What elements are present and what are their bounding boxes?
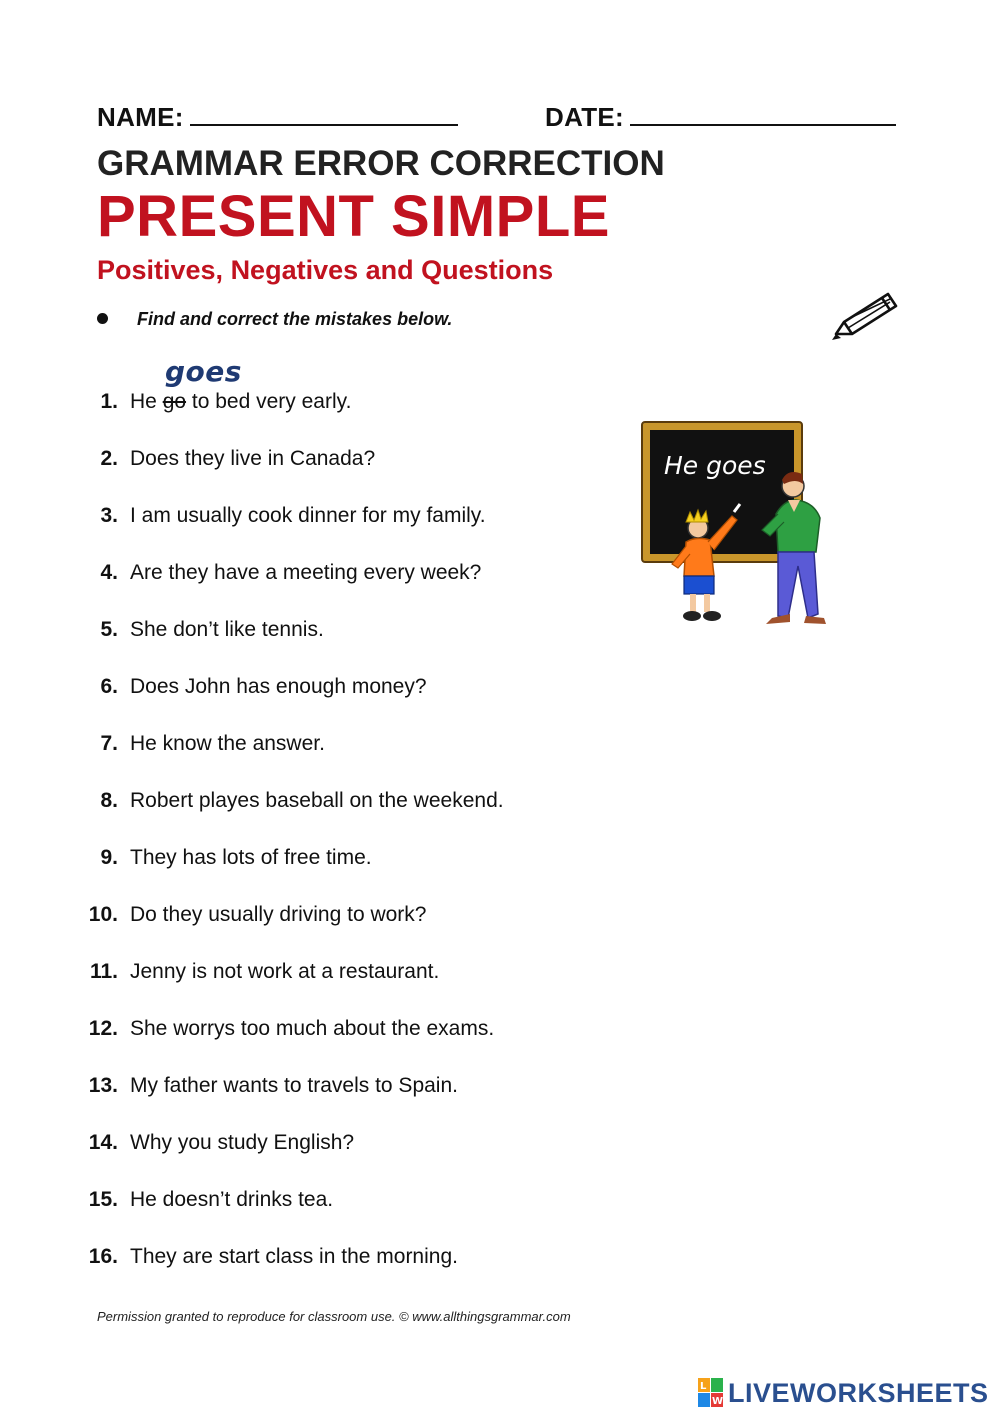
question-number: 1. <box>100 390 118 413</box>
question-text: My father wants to travels to Spain. <box>130 1074 458 1097</box>
question-number: 9. <box>100 846 118 869</box>
question-5[interactable] <box>0 618 324 650</box>
question-10[interactable] <box>0 903 426 935</box>
question-text-start: He <box>130 390 163 413</box>
worksheet-title: GRAMMAR ERROR CORRECTION <box>97 144 665 183</box>
subtitle: Positives, Negatives and Questions <box>97 255 554 285</box>
question-text: He know the answer. <box>130 732 325 755</box>
question-text: They has lots of free time. <box>130 846 372 869</box>
question-number: 15. <box>88 1188 118 1211</box>
question-7[interactable] <box>0 732 325 764</box>
question-text: Do they usually driving to work? <box>130 903 427 926</box>
question-15[interactable] <box>0 1188 333 1220</box>
question-14[interactable] <box>0 1131 354 1163</box>
question-text: Are they have a meeting every week? <box>130 561 482 584</box>
pencil-icon <box>830 286 902 344</box>
question-text: I am usually cook dinner for my family. <box>130 504 486 527</box>
question-text: Does John has enough money? <box>130 675 427 698</box>
date-label: DATE: <box>545 102 625 132</box>
question-16[interactable] <box>0 1245 458 1277</box>
question-text: Robert playes baseball on the weekend. <box>130 789 504 812</box>
question-text: They are start class in the morning. <box>130 1245 458 1268</box>
liveworksheets-logo[interactable] <box>698 1377 989 1409</box>
name-field <box>97 100 458 133</box>
bullet-icon <box>97 313 108 324</box>
question-text: She don’t like tennis. <box>130 618 324 641</box>
question-6[interactable] <box>0 675 427 707</box>
question-text: Why you study English? <box>130 1131 355 1154</box>
logo-letter-l: L <box>700 1381 707 1392</box>
question-number: 6. <box>100 675 118 698</box>
copyright-footer: Permission granted to reproduce for classroom use. © www.allthingsgrammar.com <box>97 1309 571 1324</box>
question-number: 4. <box>100 561 118 584</box>
question-11[interactable] <box>0 960 439 992</box>
date-blank-line[interactable] <box>630 100 896 126</box>
question-text: He doesn’t drinks tea. <box>130 1188 334 1211</box>
question-1 <box>0 390 351 422</box>
question-12[interactable] <box>0 1017 494 1049</box>
question-text: She worrys too much about the exams. <box>130 1017 495 1040</box>
instruction-text: Find and correct the mistakes below. <box>137 309 453 329</box>
question-number: 13. <box>88 1074 118 1097</box>
question-number: 3. <box>100 504 118 527</box>
example-correction: goes <box>165 355 242 388</box>
question-number: 14. <box>88 1131 118 1154</box>
board-text: He goes <box>664 451 766 480</box>
name-label: NAME: <box>97 102 184 132</box>
question-number: 7. <box>100 732 118 755</box>
question-4[interactable] <box>0 561 481 593</box>
date-field <box>545 100 896 133</box>
question-number: 2. <box>100 447 118 470</box>
liveworksheets-logo-text: LIVEWORKSHEETS <box>728 1377 989 1408</box>
question-text-end: to bed very early. <box>186 390 352 413</box>
liveworksheets-logo-icon <box>698 1378 724 1408</box>
question-2[interactable] <box>0 447 375 479</box>
question-number: 11. <box>89 960 118 983</box>
topic-title: PRESENT SIMPLE <box>97 184 610 249</box>
question-9[interactable] <box>0 846 372 878</box>
question-number: 10. <box>88 903 118 926</box>
question-number: 8. <box>100 789 118 812</box>
question-number: 12. <box>88 1017 118 1040</box>
struck-word: go <box>162 390 187 413</box>
question-text: Does they live in Canada? <box>130 447 376 470</box>
question-number: 5. <box>100 618 118 641</box>
question-3[interactable] <box>0 504 486 536</box>
question-text: Jenny is not work at a restaurant. <box>130 960 440 983</box>
question-13[interactable] <box>0 1074 458 1106</box>
name-blank-line[interactable] <box>190 100 458 126</box>
question-8[interactable] <box>0 789 504 821</box>
question-number: 16. <box>88 1245 118 1268</box>
blackboard-illustration <box>638 418 838 650</box>
logo-letter-w: W <box>712 1396 724 1407</box>
